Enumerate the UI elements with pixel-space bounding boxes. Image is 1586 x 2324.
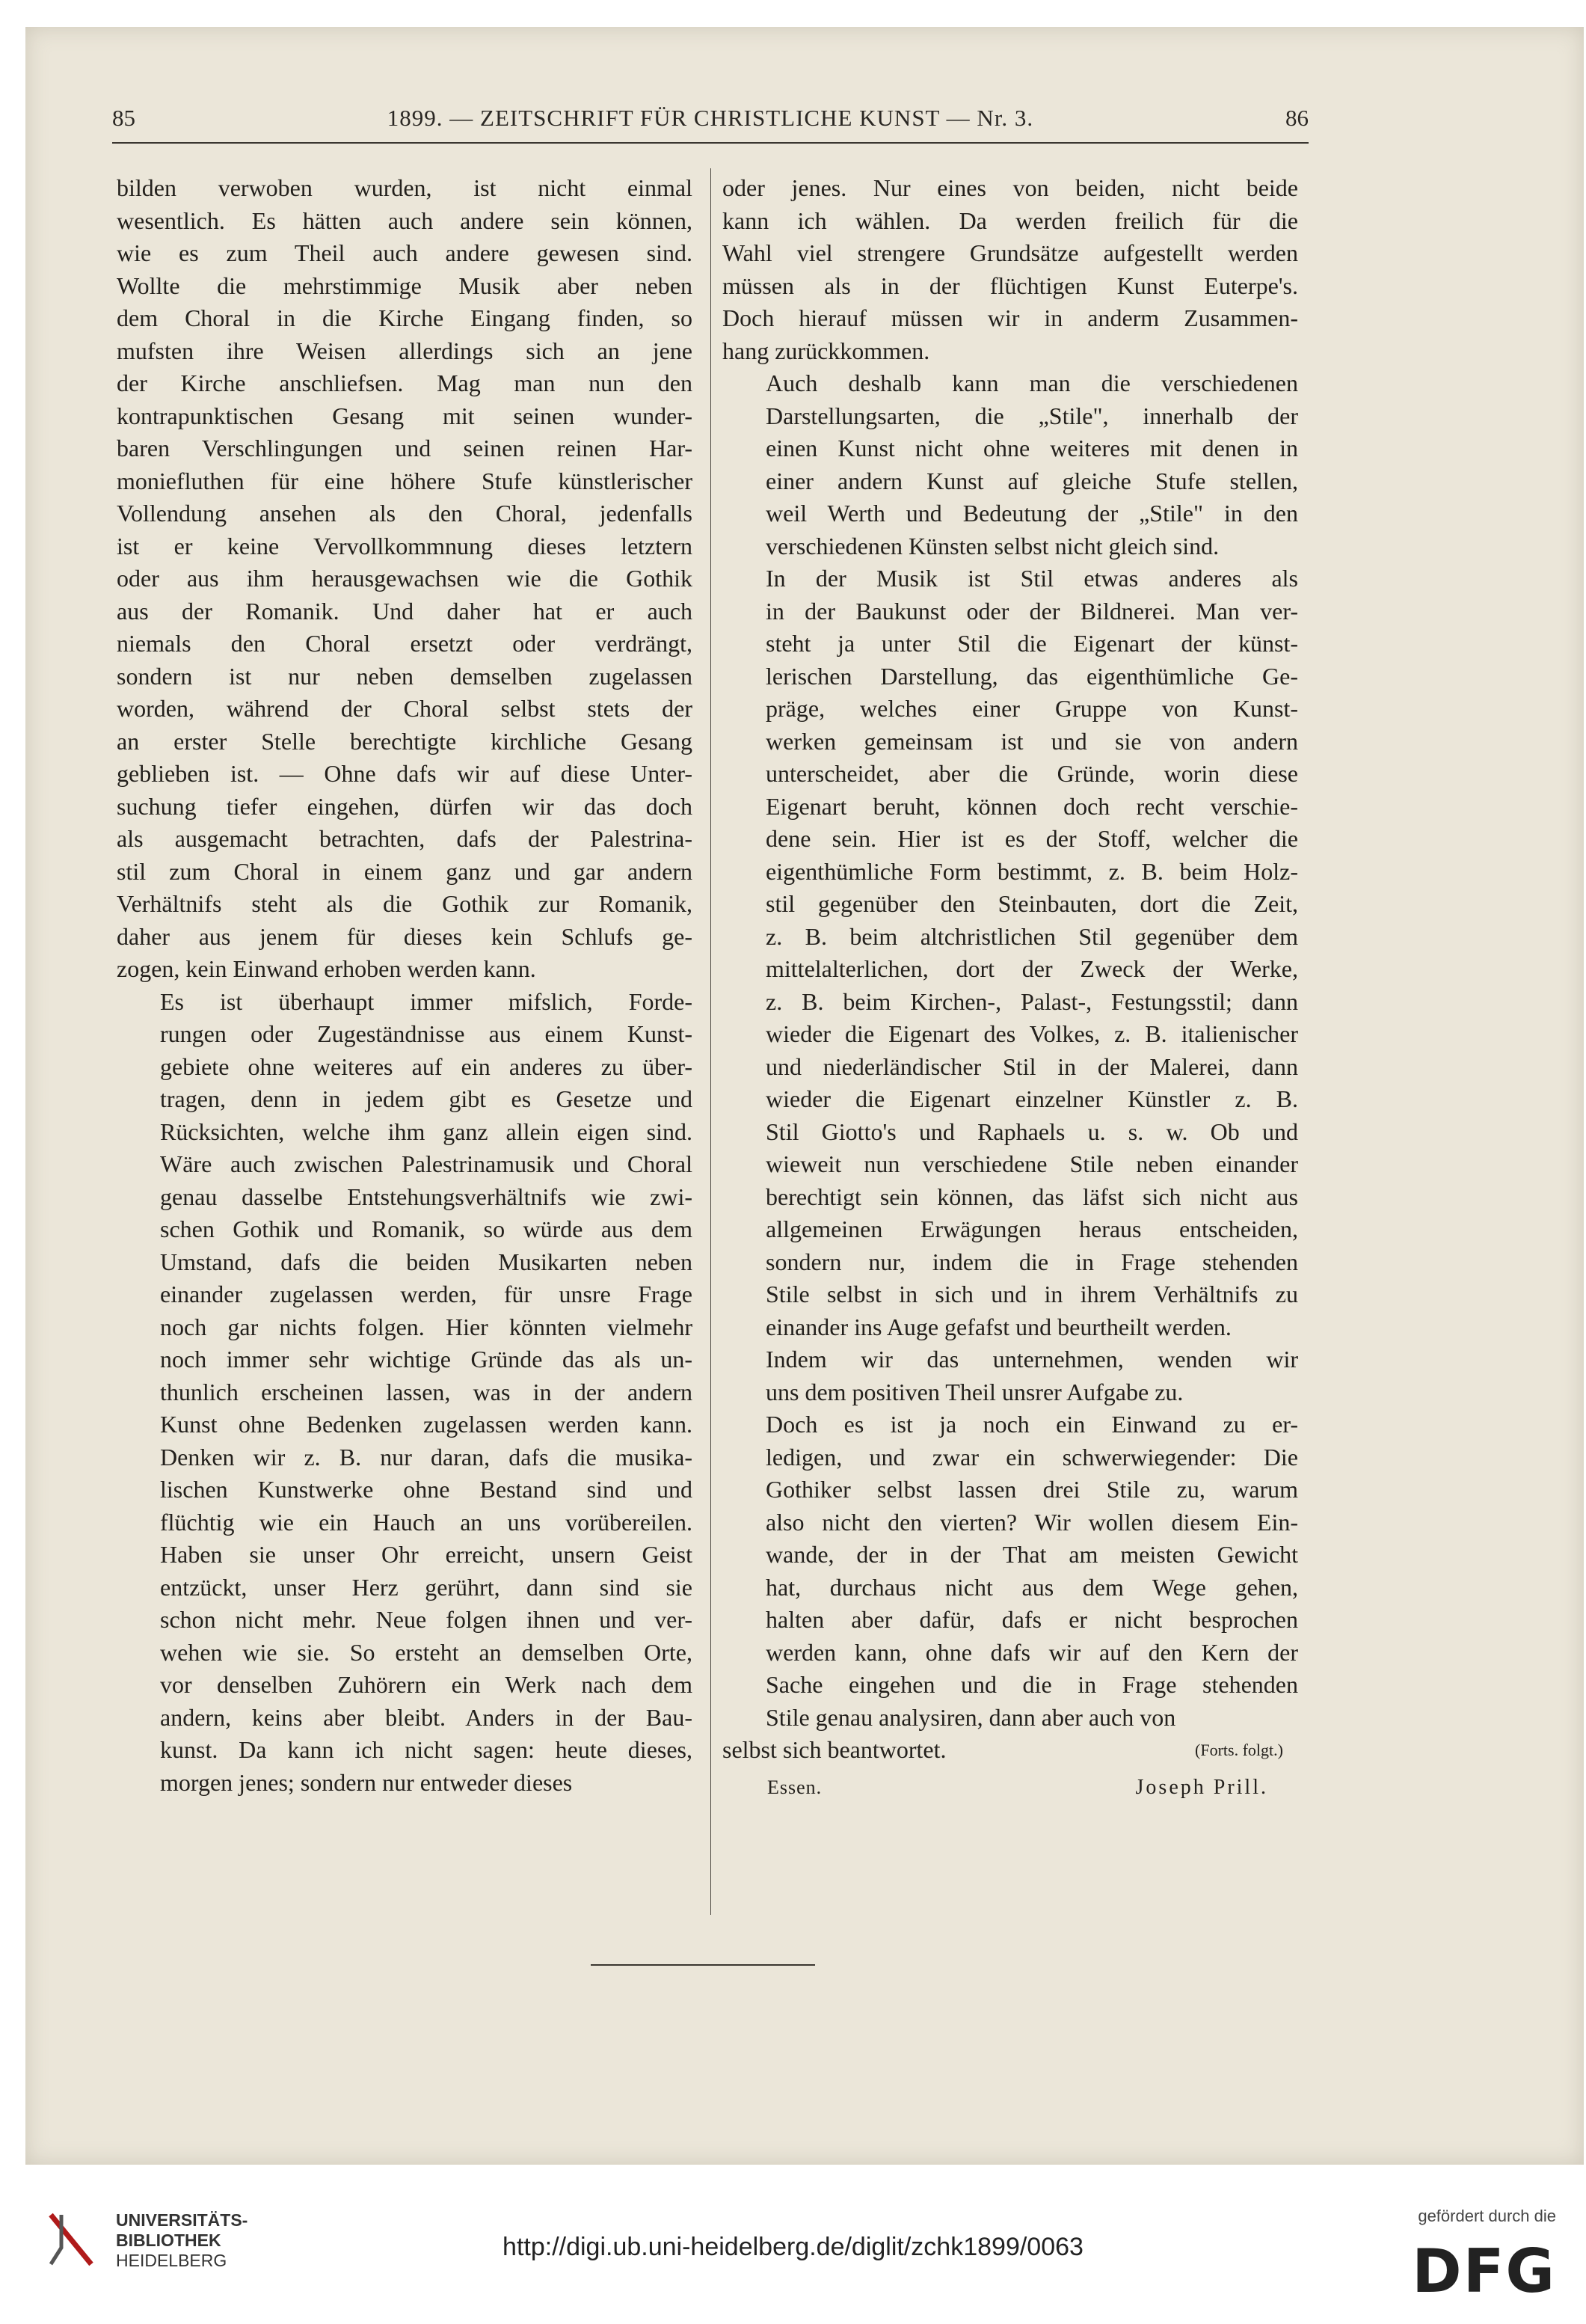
text-line: Auch deshalb kann man die verschiedenen (766, 370, 1298, 396)
text-line: weil Werth und Bedeutung der „Stile" in den (766, 500, 1298, 527)
paragraph (722, 1343, 1298, 1408)
text-line: sondern nur, indem die in Frage stehenden (766, 1248, 1298, 1275)
text-line: verschiedenen Künsten selbst nicht gleich sind. (766, 532, 1220, 559)
text-line: Doch es ist ja noch ein Einwand zu er- (766, 1411, 1298, 1438)
text-line: wieweit nun verschiedene Stile neben einander (766, 1150, 1298, 1177)
text-line: halten aber dafür, dafs er nicht besprochen (766, 1606, 1298, 1633)
text-line: lerischen Darstellung, das eigenthümliche Ge- (766, 662, 1298, 690)
signature-city: Essen. (767, 1776, 823, 1798)
text-line: Haben sie unser Ohr erreicht, unsern Geist (160, 1541, 692, 1568)
text-line: müssen als in der flüchtigen Kunst Euterpe's. (722, 272, 1298, 299)
text-line: morgen jenes; sondern nur entweder dieses (160, 1768, 573, 1796)
text-line: oder jenes. Nur eines von beiden, nicht beide (722, 174, 1298, 201)
text-line: wande, der in der That am meisten Gewicht (766, 1541, 1298, 1568)
text-line: Indem wir das unternehmen, wenden wir (766, 1346, 1298, 1373)
article-end-rule (591, 1964, 815, 1966)
text-line: andern, keins aber bleibt. Anders in der Bau- (160, 1703, 692, 1731)
text-line: in der Baukunst oder der Bildnerei. Man ver- (766, 597, 1298, 625)
continued-note: (Forts. folgt.) (1195, 1741, 1283, 1759)
text-line: z. B. beim altchristlichen Stil gegenüber dem (766, 922, 1298, 950)
signature-author: Joseph Prill. (1135, 1775, 1268, 1799)
text-line: schen Gothik und Romanik, so würde aus dem (160, 1215, 692, 1242)
text-line: Umstand, dafs die beiden Musikarten neben (160, 1248, 692, 1275)
text-line: kontrapunktischen Gesang mit seinen wunder- (117, 402, 692, 429)
running-head (112, 105, 1309, 142)
text-line: Kunst ohne Bedenken zugelassen werden kann. (160, 1411, 692, 1438)
text-line: Denken wir z. B. nur daran, dafs die musika- (160, 1443, 692, 1471)
text-line: wieder die Eigenart einzelner Künstler z. B. (766, 1085, 1298, 1112)
text-line: einander zugelassen werden, für unsre Frage (160, 1281, 692, 1307)
text-line: und niederländischer Stil in der Malerei, dann (766, 1052, 1298, 1080)
column-divider (710, 168, 711, 1915)
text-line: wehen wie sie. So ersteht an demselben Orte, (160, 1638, 692, 1666)
text-line: Wäre auch zwischen Palestrinamusik und Choral (160, 1150, 692, 1177)
text-line: an erster Stelle berechtigte kirchliche Gesang (117, 727, 692, 755)
text-line: bilden verwoben wurden, ist nicht einmal (117, 174, 692, 201)
source-url-link[interactable]: http://digi.ub.uni-heidelberg.de/diglit/zchk1899/0063 (502, 2233, 1084, 2261)
text-line: noch gar nichts folgen. Hier könnten vielmehr (160, 1313, 692, 1340)
text-line: stil zum Choral in einem ganz und gar andern (117, 857, 692, 885)
text-line: Stile selbst in sich und in ihrem Verhältnifs zu (766, 1281, 1298, 1307)
text-line: thunlich erscheinen lassen, was in der andern (160, 1378, 692, 1405)
text-line: noch immer sehr wichtige Gründe das als un- (160, 1346, 692, 1373)
text-line: mufsten ihre Weisen allerdings sich an jene (117, 337, 692, 364)
text-line: suchung tiefer eingehen, dürfen wir das doch (117, 792, 692, 820)
left-column (117, 172, 692, 1799)
journal-title: 1899. — ZEITSCHRIFT FÜR CHRISTLICHE KUNST — Nr. 3. (387, 105, 1034, 131)
text-line: einen Kunst nicht ohne weiteres mit denen in (766, 435, 1298, 462)
text-line: werden kann, ohne dafs wir auf den Kern der (766, 1638, 1298, 1666)
text-line: einander ins Auge gefafst und beurtheilt werden. (766, 1313, 1232, 1340)
text-line: Eigenart beruht, können doch recht verschie- (766, 792, 1298, 820)
text-line: z. B. beim Kirchen-, Palast-, Festungsstil; dann (766, 987, 1298, 1015)
paragraph (722, 172, 1298, 367)
text-line: flüchtig wie ein Hauch an uns vorübereilen. (160, 1508, 692, 1536)
text-line: unterscheidet, aber die Gründe, worin diese (766, 760, 1298, 787)
text-line: Stile genau analysiren, dann aber auch von (766, 1703, 1176, 1731)
text-line: hang zurückkommen. (722, 337, 930, 364)
text-line: Sache eingehen und die in Frage stehenden (766, 1671, 1298, 1698)
text-line: daher aus jenem für dieses kein Schlufs ge- (117, 922, 692, 950)
text-line: genau dasselbe Entstehungsverhältnifs wie zwi- (160, 1183, 692, 1210)
paragraph (117, 172, 692, 986)
text-line: zogen, kein Einwand erhoben werden kann. (117, 955, 536, 982)
text-line: lischen Kunstwerke ohne Bestand sind und (160, 1476, 692, 1503)
header-rule (112, 142, 1309, 144)
text-line: werken gemeinsam ist und sie von andern (766, 727, 1298, 755)
text-line: also nicht den vierten? Wir wollen diesem Ein- (766, 1508, 1298, 1536)
text-line: Doch hierauf müssen wir in anderm Zusammen- (722, 304, 1298, 331)
page-number-left: 85 (112, 105, 135, 131)
text-line: gebiete ohne weiteres auf ein anderes zu über- (160, 1052, 692, 1080)
text-line: vor denselben Zuhörern ein Werk nach dem (160, 1671, 692, 1698)
text-line: In der Musik ist Stil etwas anderes als (766, 565, 1298, 592)
text-line: Vollendung ansehen als den Choral, jedenfalls (117, 500, 692, 527)
text-line: stil gegenüber den Steinbauten, dort die Zeit, (766, 890, 1298, 917)
text-line: berechtigt sein können, das läfst sich nicht aus (766, 1183, 1298, 1210)
text-line: rungen oder Zugeständnisse aus einem Kunst- (160, 1020, 692, 1047)
text-line: Verhältnifs steht als die Gothik zur Romanik, (117, 890, 692, 917)
text-line: ledigen, und zwar ein schwerwiegender: Die (766, 1443, 1298, 1471)
text-line: oder aus ihm herausgewachsen wie die Gothik (117, 565, 692, 592)
text-line: wie es zum Theil auch andere gewesen sind. (117, 239, 692, 266)
text-line: sondern ist nur neben demselben zugelassen (117, 662, 692, 690)
text-line: präge, welches einer Gruppe von Kunst- (766, 695, 1298, 722)
paragraph (722, 562, 1298, 1343)
text-line: mittelalterlichen, dort der Zweck der Werke, (766, 955, 1298, 982)
text-line: niemals den Choral ersetzt oder verdrängt, (117, 630, 692, 657)
text-line: ist er keine Vervollkommnung dieses letztern (117, 532, 692, 559)
paragraph (117, 986, 692, 1800)
text-line: eigenthümliche Form bestimmt, z. B. beim Holz- (766, 857, 1298, 885)
text-line: wieder die Eigenart des Volkes, z. B. italienischer (766, 1020, 1298, 1047)
text-line: dene sein. Hier ist es der Stoff, welcher die (766, 825, 1298, 852)
text-line: kunst. Da kann ich nicht sagen: heute dieses, (160, 1736, 692, 1763)
text-line: steht ja unter Stil die Eigenart der künst- (766, 630, 1298, 657)
text-line: Es ist überhaupt immer mifslich, Forde- (160, 987, 692, 1015)
paragraph (722, 367, 1298, 562)
text-line: dem Choral in die Kirche Eingang finden, so (117, 304, 692, 331)
text-line: Rücksichten, welche ihm ganz allein eigen sind. (160, 1117, 692, 1145)
text-line: Stil Giotto's und Raphaels u. s. w. Ob und (766, 1117, 1298, 1145)
right-column (722, 172, 1298, 1803)
text-line: allgemeinen Erwägungen heraus entscheiden, (766, 1215, 1298, 1242)
dfg-logo: DFG (1412, 2236, 1556, 2306)
text-line: selbst sich beantwortet. (Forts. folgt.) (722, 1734, 1298, 1767)
text-line: als ausgemacht betrachten, dafs der Palestrina- (117, 825, 692, 852)
text-line: baren Verschlingungen und seinen reinen Har- (117, 435, 692, 462)
text-line: schon nicht mehr. Neue folgen ihnen und ver- (160, 1606, 692, 1633)
text-line: der Kirche anschliefsen. Mag man nun den (117, 370, 692, 396)
text-line: Wollte die mehrstimmige Musik aber neben (117, 272, 692, 299)
page-number-right: 86 (1285, 105, 1309, 131)
text-line: Darstellungsarten, die „Stile", innerhalb der (766, 402, 1298, 429)
text-line: Gothiker selbst lassen drei Stile zu, warum (766, 1476, 1298, 1503)
text-line: hat, durchaus nicht aus dem Wege gehen, (766, 1573, 1298, 1601)
text-line: entzückt, unser Herz gerührt, dann sind sie (160, 1573, 692, 1601)
text-line: geblieben ist. — Ohne dafs wir auf diese Unter- (117, 760, 692, 787)
text-line: tragen, denn in jedem gibt es Gesetze und (160, 1085, 692, 1112)
text-line: moniefluthen für eine höhere Stufe künstlerischer (117, 467, 692, 494)
text-line: kann ich wählen. Da werden freilich für die (722, 206, 1298, 234)
text-line: Wahl viel strengere Grundsätze aufgestellt werden (722, 239, 1298, 266)
library-name: UNIVERSITÄTS- BIBLIOTHEK HEIDELBERG (116, 2210, 248, 2270)
text-line: worden, während der Choral selbst stets der (117, 695, 692, 722)
text-line: aus der Romanik. Und daher hat er auch (117, 597, 692, 625)
text-line: uns dem positiven Theil unsrer Aufgabe zu. (766, 1378, 1184, 1405)
funding-note: gefördert durch die (1418, 2207, 1556, 2225)
signature (722, 1771, 1298, 1804)
text-line: einer andern Kunst auf gleiche Stufe stellen, (766, 467, 1298, 494)
paragraph-end (722, 1734, 1298, 1767)
footer (0, 2165, 1586, 2324)
paragraph (722, 1408, 1298, 1734)
text-line: wesentlich. Es hätten auch andere sein können, (117, 206, 692, 234)
